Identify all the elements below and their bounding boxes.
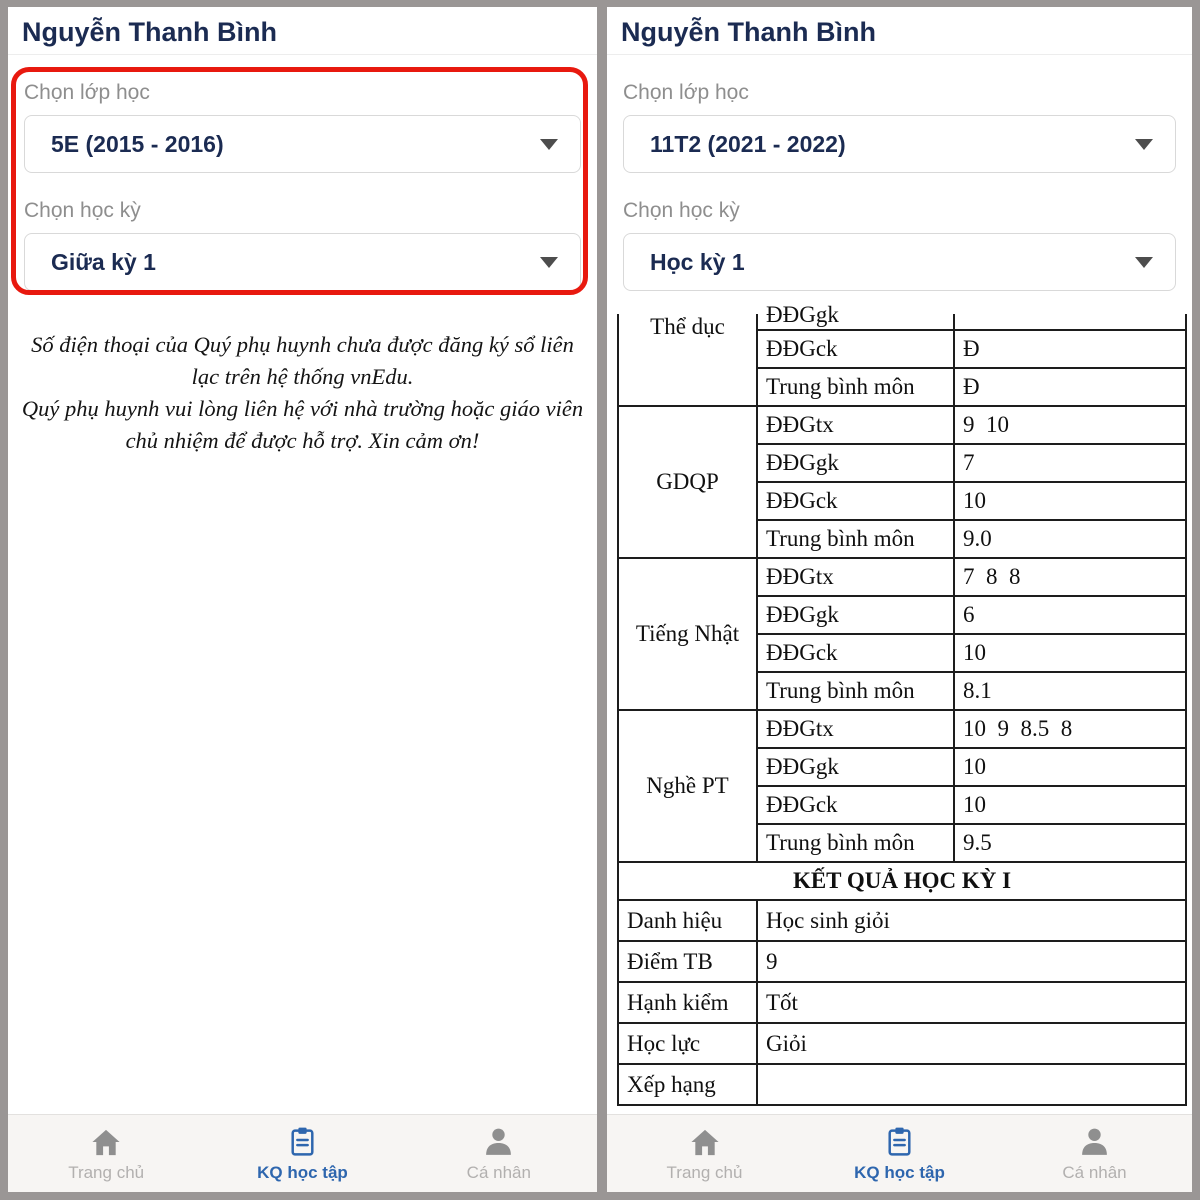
grade-type-cell: ĐĐGtx [757, 710, 954, 748]
summary-header-row [618, 862, 1186, 900]
grade-value-cell: 10 9 8.5 8 [954, 710, 1186, 748]
grade-type-cell: ĐĐGck [757, 634, 954, 672]
semester-select[interactable] [623, 233, 1176, 291]
nav-item-label: Trang chủ [666, 1163, 743, 1182]
chevron-down-icon [1135, 257, 1153, 268]
semester-select-label: Chọn học kỳ [623, 199, 740, 222]
class-select-value: 5E (2015 - 2016) [51, 130, 224, 157]
left-screen [8, 7, 597, 1192]
class-select-label: Chọn lớp học [24, 81, 150, 104]
semester-select-label: Chọn học kỳ [24, 199, 141, 222]
grade-value-cell: 6 [954, 596, 1186, 634]
semester-select[interactable] [24, 233, 581, 291]
summary-row [618, 941, 1186, 982]
home-icon [688, 1124, 722, 1158]
summary-value-cell: Tốt [757, 982, 1186, 1023]
grade-value-cell: 9.0 [954, 520, 1186, 558]
summary-label-cell: Học lực [618, 1023, 757, 1064]
nav-item-clipboard-tasks[interactable] [830, 1124, 970, 1183]
subject-cell: Thể dục [618, 314, 757, 406]
clipboard-tasks-icon [286, 1124, 319, 1158]
class-select[interactable] [623, 115, 1176, 173]
grade-value-cell: 8.1 [954, 672, 1186, 710]
grade-value-cell: Đ [954, 330, 1186, 368]
summary-row [618, 1064, 1186, 1105]
summary-value-cell: 9 [757, 941, 1186, 982]
bottom-nav [607, 1114, 1192, 1192]
summary-row [618, 982, 1186, 1023]
student-name-title: Nguyễn Thanh Bình [22, 17, 277, 47]
grade-type-cell: ĐĐGgk [757, 314, 954, 330]
grade-value-cell: 10 [954, 482, 1186, 520]
grade-value-cell [954, 314, 1186, 330]
grade-type-cell: ĐĐGck [757, 482, 954, 520]
nav-item-label: KQ học tập [257, 1163, 348, 1182]
grade-type-cell: ĐĐGgk [757, 596, 954, 634]
summary-value-cell [757, 1064, 1186, 1105]
notice-line-1: Số điện thoại của Quý phụ huynh chưa được đăng ký sổ liên lạc trên hệ thống vnEdu. [31, 332, 574, 389]
notice-line-2: Quý phụ huynh vui lòng liên hệ với nhà trường hoặc giáo viên chủ nhiệm để được hỗ trợ. Xin cảm ơn! [21, 395, 584, 453]
summary-value-cell: Giỏi [757, 1023, 1186, 1064]
bottom-nav [8, 1114, 597, 1192]
grade-type-cell: Trung bình môn [757, 672, 954, 710]
nav-item-label: Cá nhân [1062, 1163, 1127, 1182]
grade-value-cell: 7 8 8 [954, 558, 1186, 596]
nav-item-home[interactable] [36, 1124, 176, 1183]
right-screen [607, 7, 1192, 1192]
class-select-value: 11T2 (2021 - 2022) [650, 130, 846, 157]
table-row [618, 710, 1186, 748]
grade-value-cell: 10 [954, 634, 1186, 672]
grade-value-cell: Đ [954, 368, 1186, 406]
student-name-title: Nguyễn Thanh Bình [621, 17, 876, 47]
grade-value-cell: 9.5 [954, 824, 1186, 862]
chevron-down-icon [540, 139, 558, 150]
summary-header-cell: KẾT QUẢ HỌC KỲ I [618, 862, 1186, 900]
nav-item-home[interactable] [635, 1124, 775, 1183]
nav-item-clipboard-tasks[interactable] [232, 1124, 372, 1183]
summary-label-cell: Hạnh kiểm [618, 982, 757, 1023]
nav-item-person[interactable] [1025, 1124, 1165, 1183]
chevron-down-icon [540, 257, 558, 268]
parent-phone-notice [8, 329, 597, 457]
grade-value-cell: 9 10 [954, 406, 1186, 444]
grade-type-cell: ĐĐGck [757, 786, 954, 824]
subject-cell: Tiếng Nhật [618, 558, 757, 710]
summary-value-cell: Học sinh giỏi [757, 900, 1186, 941]
grade-value-cell: 10 [954, 786, 1186, 824]
nav-item-label: Trang chủ [68, 1163, 145, 1182]
left-header [8, 7, 597, 55]
subject-cell: GDQP [618, 406, 757, 558]
summary-label-cell: Điểm TB [618, 941, 757, 982]
person-icon [1078, 1124, 1111, 1158]
clipboard-tasks-icon [883, 1124, 916, 1158]
grade-type-cell: ĐĐGtx [757, 558, 954, 596]
grade-type-cell: ĐĐGgk [757, 748, 954, 786]
class-select-label: Chọn lớp học [623, 81, 749, 104]
grade-type-cell: ĐĐGgk [757, 444, 954, 482]
table-row [618, 558, 1186, 596]
nav-item-label: Cá nhân [466, 1163, 531, 1182]
summary-row [618, 1023, 1186, 1064]
subject-cell: Nghề PT [618, 710, 757, 862]
grade-type-cell: Trung bình môn [757, 368, 954, 406]
nav-item-label: KQ học tập [854, 1163, 945, 1182]
table-row [618, 314, 1186, 330]
nav-item-person[interactable] [429, 1124, 569, 1183]
class-select[interactable] [24, 115, 581, 173]
grade-value-cell: 10 [954, 748, 1186, 786]
semester-select-value: Học kỳ 1 [650, 248, 745, 275]
grade-type-cell: ĐĐGck [757, 330, 954, 368]
home-icon [89, 1124, 123, 1158]
summary-label-cell: Xếp hạng [618, 1064, 757, 1105]
semester-select-value: Giữa kỳ 1 [51, 248, 156, 275]
right-header [607, 7, 1192, 55]
person-icon [482, 1124, 515, 1158]
summary-label-cell: Danh hiệu [618, 900, 757, 941]
table-row [618, 406, 1186, 444]
grade-type-cell: Trung bình môn [757, 824, 954, 862]
grade-type-cell: Trung bình môn [757, 520, 954, 558]
summary-row [618, 900, 1186, 941]
grade-type-cell: ĐĐGtx [757, 406, 954, 444]
grade-value-cell: 7 [954, 444, 1186, 482]
chevron-down-icon [1135, 139, 1153, 150]
grade-table [617, 301, 1192, 1106]
grades-table [617, 301, 1187, 1106]
